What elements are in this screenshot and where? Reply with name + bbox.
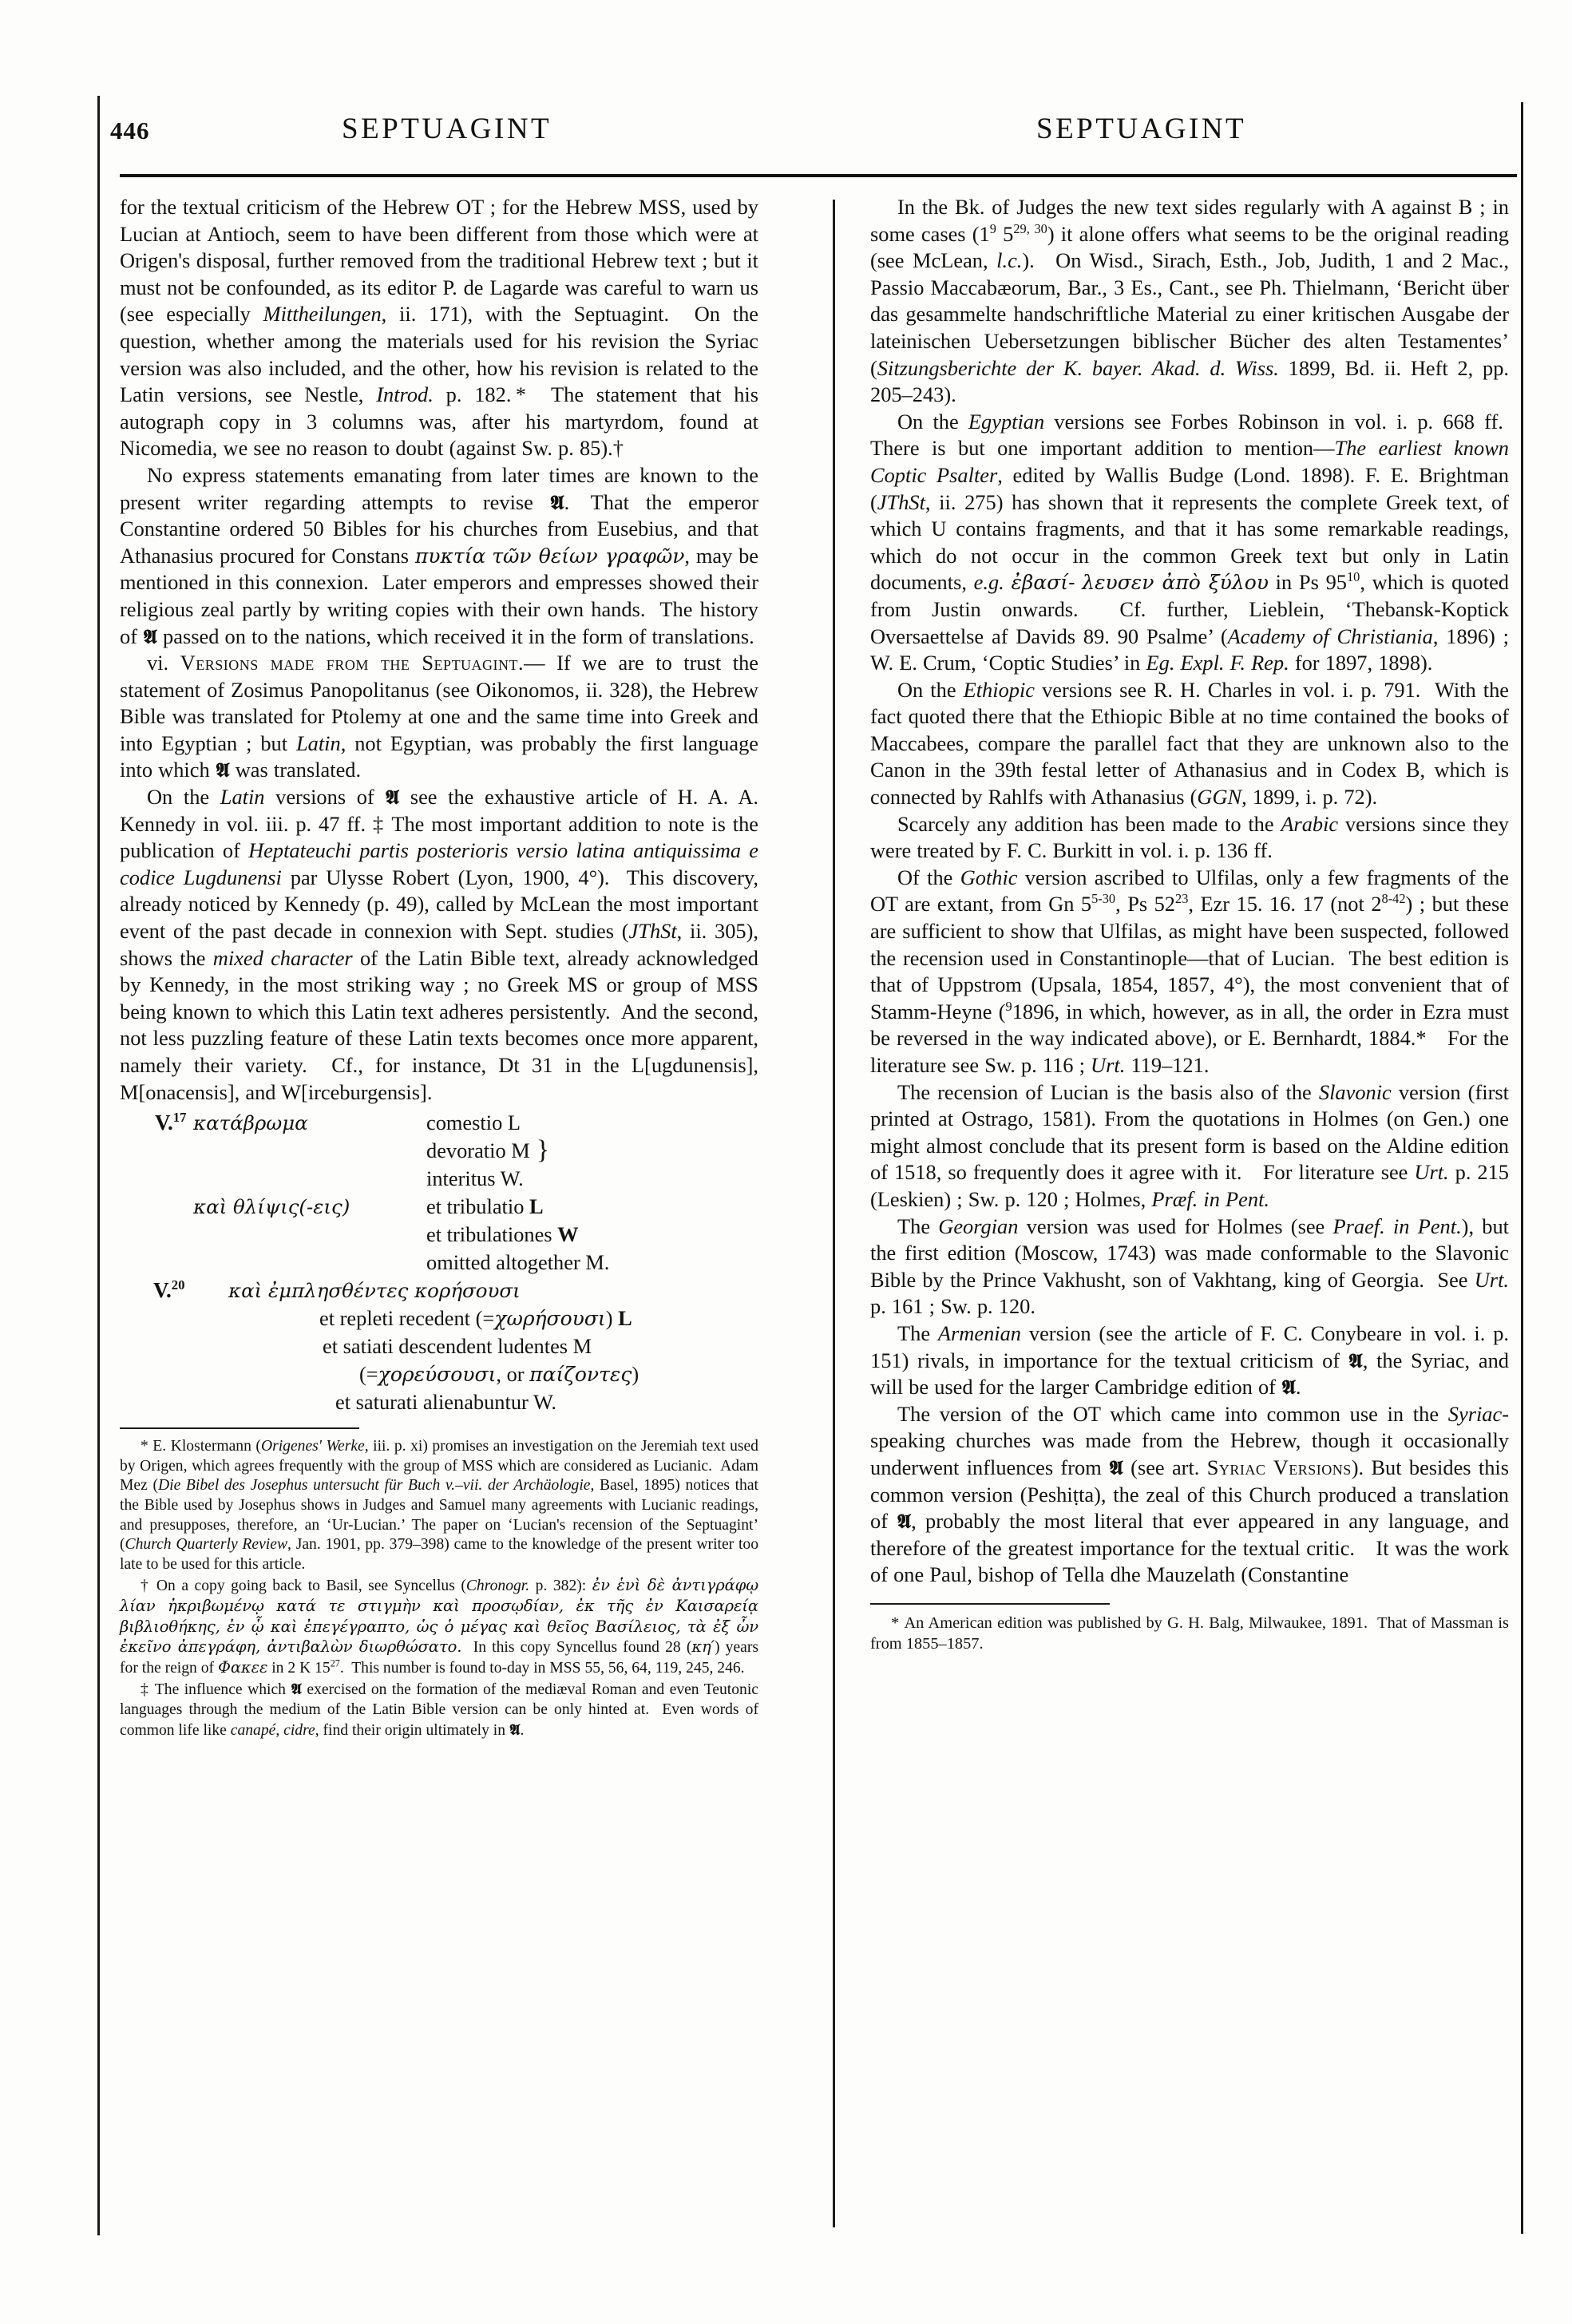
column-divider (833, 200, 835, 2227)
brace-glyph: } (536, 1135, 550, 1166)
footnote: * E. Klostermann (Origenes' Werke, iii. p. xi) promises an investigation on the Jeremiah text used by Origen, which agrees frequently with the group of MSS which are considered as Lucianic. Adam Mez (Die Bibel des Josephus untersucht für Buch v.–vii. der Archäologie, Basel, 1895) notices that the Bible used by Josephus shows in Judges and Samuel many agreements with Lucianic readings, and presupposes, therefore, an ‘Ur-Lucian.’ The paper on ‘Lucian's recension of the Septuagint’ (Church Quarterly Review, Jan. 1901, pp. 379–398) came to the knowledge of the present writer too late to be used for this article. (120, 1438, 758, 1573)
variant-reading: et tribulationes W (426, 1222, 579, 1247)
running-head-title-left: SEPTUAGINT (342, 113, 552, 145)
variant-row (120, 1277, 758, 1305)
paragraph: On the Latin versions of 𝕬 see the exhaustive article of H. A. A. Kennedy in vol. iii. p. 47 ff. ‡ The most important addition to note is the publication of Heptateuchi partis posterioris versio latina antiquissima e codice Lugdunensi par Ulysse Robert (Lyon, 1900, 4°). This discovery, already noticed by Kennedy (p. 49), called by McLean the most important event of the past decade in connexion with Sept. studies (JThSt, ii. 305), shows the mixed character of the Latin Bible text, already acknowledged by Kennedy, in the most striking way ; no Greek MS or group of MSS being known to which this Latin text adheres persistently. And the second, not less puzzling feature of these Latin texts becomes once more apparent, namely their variety. Cf., for instance, Dt 31 in the L[ugdunensis], M[onacensis], and W[irceburgensis]. (120, 785, 759, 1104)
variant-row (120, 1165, 758, 1193)
running-head (110, 112, 1515, 156)
variant-reading: interitus W. (426, 1166, 524, 1191)
running-head-title-right: SEPTUAGINT (1036, 113, 1247, 145)
paragraph: The Armenian version (see the article of F. C. Conybeare in vol. i. p. 151) rivals, in importance for the textual criticism of 𝕬, the Syriac, and will be used for the larger Cambridge edition of 𝕬. (870, 1320, 1510, 1400)
variant-verse-label: V.$^{17}$ (155, 1110, 187, 1135)
footnote: † On a copy going back to Basil, see Syncellus (Chronogr. p. 382): ἐν ἑνὶ δὲ ἀντιγράφῳ λίαν ἠκριβωμένῳ κατά τε στιγμὴν καὶ προσῳδίαν, ἐκ τῆς ἐν Καισαρείᾳ βιβλιοθήκης, ἐν ᾧ καὶ ἐπεγέγραπτο, ὡς ὁ μέγας καὶ θεῖος Βασίλειος, τὰ ἐξ ὧν ἐκεῖνο ἀπεγράφη, ἀντιβαλὼν διωρθώσατο. In this copy Syncellus found 28 (κη′) years for the reign of Φακεε in 2 K $15^{27}$. This number is found to-day in MSS 55, 56, 64, 119, 245, 246. (120, 1576, 759, 1677)
variant-row (120, 1221, 758, 1249)
footnote: * An American edition was published by G. H. Balg, Milwaukee, 1891. That of Massman is from 1855–1857. (870, 1613, 1509, 1653)
footnote-separator-rule (870, 1603, 1110, 1605)
paragraph: On the Egyptian versions see Forbes Robinson in vol. i. p. 668 ff. There is but one important addition to mention—The earliest known Coptic Psalter, edited by Wallis Budge (Lond. 1898). F. E. Brightman (JThSt, ii. 275) has shown that it represents the complete Greek text, of which U contains fragments, and that it has some remarkable readings, which do not occur in the common Greek text but only in Latin documents, e.g. ἐβασί- λευσεν ἀπὸ ξύλου in Ps $95^{10}$, which is quoted from Justin onwards. Cf. further, Lieblein, ‘Thebansk-Koptick Oversaettelse af Davids 89. 90 Psalme’ (Academy of Christiania, 1896) ; W. E. Crum, ‘Coptic Studies’ in Eg. Expl. F. Rep. for 1897, 1898). (870, 409, 1509, 675)
paragraph: The version of the OT which came into common use in the Syriac-speaking churches was made from the Hebrew, though it occasionally underwent influences from 𝕬 (see art. Syriac Versions). But besides this common version (Peshiṭta), the zeal of this Church produced a translation of 𝕬, probably the most literal that ever appeared in any language, and therefore of the greatest importance for the textual critic. It was the work of one Paul, bishop of Tella dhe Mauzelath (Constantine (870, 1401, 1510, 1587)
variant-row: (=χορεύσουσι, or παίζοντες) (359, 1362, 639, 1387)
scan-edge-left (97, 96, 100, 2235)
header-rule (120, 174, 1517, 177)
variant-row (120, 1193, 758, 1221)
paragraph: No express statements emanating from later times are known to the present writer regarding attempts to revise 𝕬. That the emperor Constantine ordered 50 Bibles for his churches from Eusebius, and that Athanasius procured for Constans πυκτία τῶν θείων γραφῶν, may be mentioned in this connexion. Later emperors and empresses showed their religious zeal partly by writing copies with their own hands. The history of 𝕬 passed on to the nations, which received it in the form of translations. (120, 462, 758, 648)
paragraph: In the Bk. of Judges the new text sides regularly with A against B ; in some cases ($1^9$ 5$^{29, 30}$) it alone offers what seems to be the original reading (see McLean, l.c.). On Wisd., Sirach, Esth., Job, Judith, 1 and 2 Mac., Passio Maccabæorum, Bar., 3 Es., Cant., see Ph. Thielmann, ‘Bericht über das gesammelte handschriftliche Material zu einer kritischen Ausgabe der lateinischen Uebersetzungen biblischer Bücher des alten Testamentes’ (Sitzungsberichte der K. bayer. Akad. d. Wiss. 1899, Bd. ii. Heft 2, pp. 205–243). (870, 195, 1509, 407)
right-column (870, 194, 1509, 1656)
variant-reading: omitted altogether M. (426, 1250, 610, 1275)
paragraph: The Georgian version was used for Holmes (see Praef. in Pent.), but the first edition (Moscow, 1743) was made conformable to the Slavonic Bible by the Prince Vakhusht, son of Vakhtang, king of Georgia. See Urt. p. 161 ; Sw. p. 120. (870, 1213, 1510, 1319)
variant-row (120, 1109, 758, 1137)
left-column (120, 194, 758, 1742)
variant-row (120, 1249, 758, 1277)
scan-edge-right (1521, 102, 1523, 2234)
variant-row (120, 1137, 758, 1165)
page-number: 446 (110, 117, 150, 145)
variant-reading: comestio L (426, 1111, 521, 1135)
variant-verse-label: V.$^{20}$ (153, 1277, 185, 1303)
paragraph-versions-heading: vi. Versions made from the Septuagint.— If we are to trust the statement of Zosimus Panopolitanus (see Oikonomos, ii. 328), the Hebrew Bible was translated for Ptolemy at one and the same time into Greek and into Egyptian ; but Latin, not Egyptian, was probably the first language into which 𝕬 was translated. (120, 651, 758, 782)
paragraph: for the textual criticism of the Hebrew OT ; for the Hebrew MSS, used by Lucian at Antioch, seem to have been different from those which were at Origen's disposal, further removed from the traditional Hebrew text ; but it must not be confounded, as its editor P. de Lagarde was careful to warn us (see especially Mittheilungen, ii. 171), with the Septuagint. On the question, whether among the materials used for his revision the Syriac version was also included, and the other, how his revision is related to the Latin versions, see Nestle, Introd. p. 182. * The statement that his autograph copy in 3 columns was, after his martyrdom, found at Nicomedia, we see no reason to doubt (against Sw. p. 85).† (120, 195, 759, 461)
variant-greek-lemma: καὶ ἐμπλησθέντες κορήσουσι (228, 1279, 521, 1303)
paragraph: The recension of Lucian is the basis also of the Slavonic version (first printed at Ostrago, 1581). From the quotations in Holmes (on Gen.) one might almost conclude that its present form is based on the Aldine edition of 1518, so frequently does it agree with it. For literature see Urt. p. 215 (Leskien) ; Sw. p. 120 ; Holmes, Præf. in Pent. (870, 1079, 1509, 1211)
variant-reading: et tribulatio L (426, 1194, 544, 1219)
variant-row: et satiati descendent ludentes M (323, 1334, 592, 1359)
footnote-separator-rule (120, 1427, 359, 1429)
variant-row: et repleti recedent (=χωρήσουσι) L (319, 1306, 632, 1331)
latin-variants-block (120, 1109, 758, 1416)
variant-row: et saturati alienabuntur W. (335, 1390, 557, 1415)
paragraph: Scarcely any addition has been made to the Arabic versions since they were treated by F. C. Burkitt in vol. i. p. 136 ff. (870, 811, 1509, 863)
variant-greek-lemma: κατάβρωμα (193, 1111, 308, 1135)
variant-reading: devoratio M } (426, 1135, 550, 1166)
variant-greek-lemma: καὶ θλίψις(-εις) (193, 1195, 350, 1219)
paragraph: Of the Gothic version ascribed to Ulfilas, only a few fragments of the OT are extant, from Gn 5$^{5-30}$, Ps $52^{23}$, Ezr 15. 16. 17 (not 2$^{8-42}$) ; but these are sufficient to show that Ulfilas, as might have been suspected, followed the recension used in Constantinople—that of Lucian. The best edition is that of Uppstrom (Upsala, 1854, 1857, 4°), the most convenient that of Stamm-Heyne ($^9$1896, in which, however, as in all, the order in Ezra must be reversed in the way indicated above), or E. Bernhardt, 1884.* For the literature see Sw. p. 116 ; Urt. 119–121. (870, 865, 1510, 1077)
paragraph: On the Ethiopic versions see R. H. Charles in vol. i. p. 791. With the fact quoted there that the Ethiopic Bible at no time contained the books of Maccabees, compare the parallel fact that they are unknown also to the Canon in the 39th festal letter of Athanasius and in Codex B, which is connected by Rahlfs with Athanasius (GGN, 1899, i. p. 72). (870, 677, 1509, 810)
footnote: ‡ The influence which 𝕬 exercised on the formation of the mediæval Roman and even Teutonic languages through the medium of the Latin Bible version can be only hinted at. Even words of common life like canapé, cidre, find their origin ultimately in 𝕬. (120, 1681, 758, 1739)
